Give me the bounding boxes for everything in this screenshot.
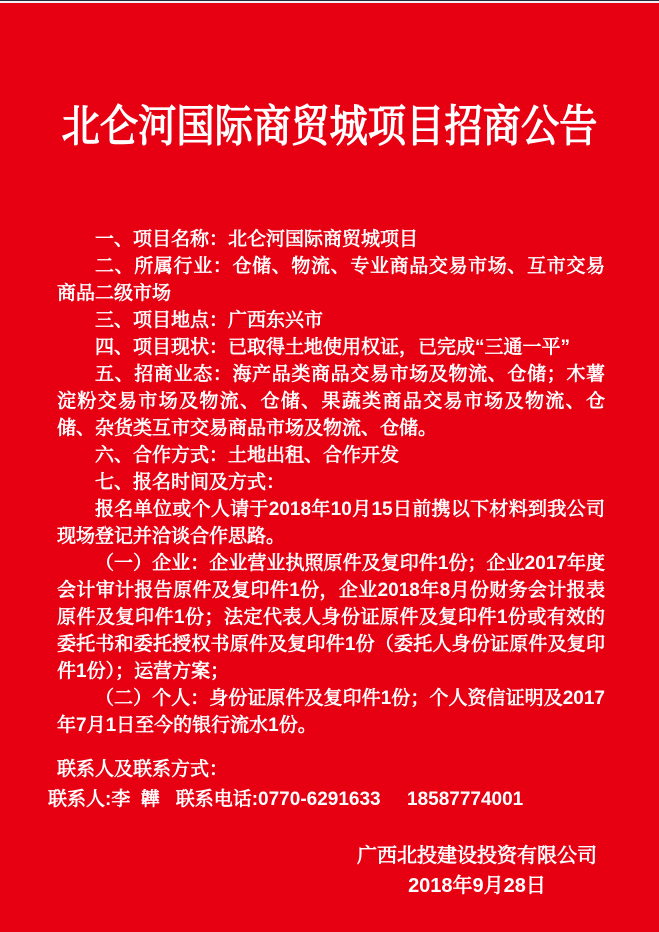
signoff-date: 2018年9月28日: [408, 875, 546, 897]
paragraph-status: 四、项目现状：已取得土地使用权证，已完成“三通一平”: [95, 337, 571, 358]
paragraph-enterprise-materials: （一）企业：企业营业执照原件及复印件1份；企业2017年度会计审计报告原件及复印件1份，企业2018年8月份财务会计报表原件及复印件1份；法定代表人身份证原件及复印件1份或有效的委托书和委托授权书原件及复印件1份（委托人身份证原件及复印件1份）；运营方案；: [57, 553, 605, 682]
paragraph-registration-heading: 七、报名时间及方式：: [95, 472, 286, 493]
top-edge-line: [0, 0, 659, 3]
paragraph-industry: 二、所属行业：仓储、物流、专业商品交易市场、互市交易商品二级市场: [57, 256, 605, 304]
announcement-body: [0, 226, 659, 739]
paragraph-cooperation-mode: 六、合作方式：土地出租、合作开发: [95, 445, 400, 466]
paragraph-location: 三、项目地点：广西东兴市: [95, 310, 324, 331]
contact-line: 联系人:李 韡 联系电话:0770-6291633 18587774001: [48, 789, 524, 810]
paragraph-individual-materials: （二）个人：身份证原件及复印件1份；个人资信证明及2017年7月1日至今的银行流水1份。: [57, 688, 605, 736]
contact-block: [0, 755, 659, 815]
paragraph-business-types: 五、招商业态：海产品类商品交易市场及物流、仓储；木薯淀粉交易市场及物流、仓储、果蔬类商品交易市场及物流、仓储、杂货类互市交易商品市场及物流、仓储。: [57, 364, 605, 439]
contact-heading: 联系人及联系方式：: [57, 759, 229, 780]
paragraph-project-name: 一、项目名称：北仑河国际商贸城项目: [95, 229, 419, 250]
paragraph-registration-info: 报名单位或个人请于2018年10月15日前携以下材料到我公司现场登记并洽谈合作思路。: [57, 499, 605, 547]
announcement-title: 北仑河国际商贸城项目招商公告: [61, 102, 598, 151]
signoff-block: [357, 841, 597, 901]
company-name: 广西北投建设投资有限公司: [357, 845, 597, 867]
